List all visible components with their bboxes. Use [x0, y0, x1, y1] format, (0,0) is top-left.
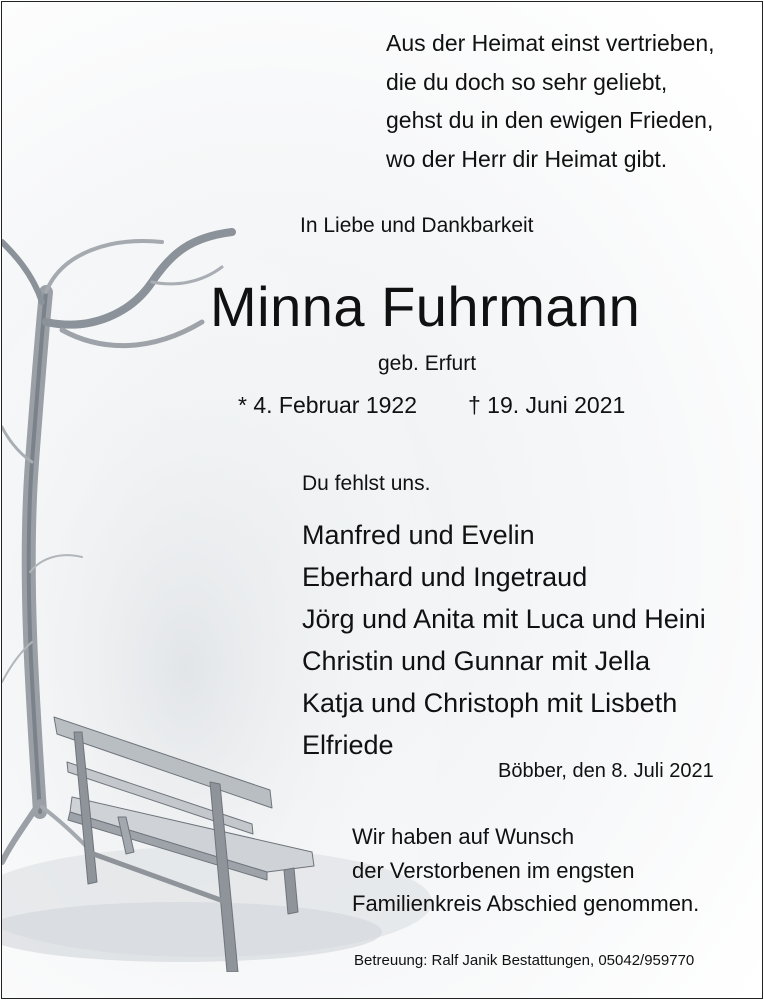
birth-date: * 4. Februar 1922: [238, 392, 418, 418]
poem: [386, 24, 715, 178]
missed-line: Du fehlst uns.: [302, 472, 431, 495]
death-date: † 19. Juni 2021: [468, 392, 626, 418]
poem-line: Aus der Heimat einst vertrieben,: [386, 30, 715, 56]
poem-line: gehst du in den ewigen Frieden,: [386, 107, 714, 133]
mourners-list: [302, 514, 706, 766]
note-line: Familienkreis Abschied genommen.: [352, 891, 700, 916]
farewell-note: [352, 820, 699, 921]
poem-line: wo der Herr dir Heimat gibt.: [386, 145, 668, 172]
mourner-entry: Elfriede: [302, 730, 394, 760]
intro-line: In Liebe und Dankbarkeit: [300, 214, 534, 237]
obituary-notice: [1, 1, 763, 999]
mourner-entry: Manfred und Evelin: [302, 520, 535, 550]
deceased-name: Minna Fuhrmann: [210, 275, 641, 338]
mourner-entry: Jörg und Anita mit Luca und Heini: [302, 604, 706, 634]
place-and-date: Böbber, den 8. Juli 2021: [498, 760, 714, 782]
note-line: Wir haben auf Wunsch: [352, 824, 575, 849]
funeral-home-line: Betreuung: Ralf Janik Bestattungen, 05042/959770: [354, 952, 695, 969]
poem-line: die du doch so sehr geliebt,: [386, 68, 668, 95]
mourner-entry: Eberhard und Ingetraud: [302, 562, 588, 592]
note-line: der Verstorbenen im engsten: [352, 857, 635, 883]
mourner-entry: Christin und Gunnar mit Jella: [302, 646, 651, 676]
mourner-entry: Katja und Christoph mit Lisbeth: [302, 688, 678, 718]
maiden-name: geb. Erfurt: [378, 352, 477, 375]
